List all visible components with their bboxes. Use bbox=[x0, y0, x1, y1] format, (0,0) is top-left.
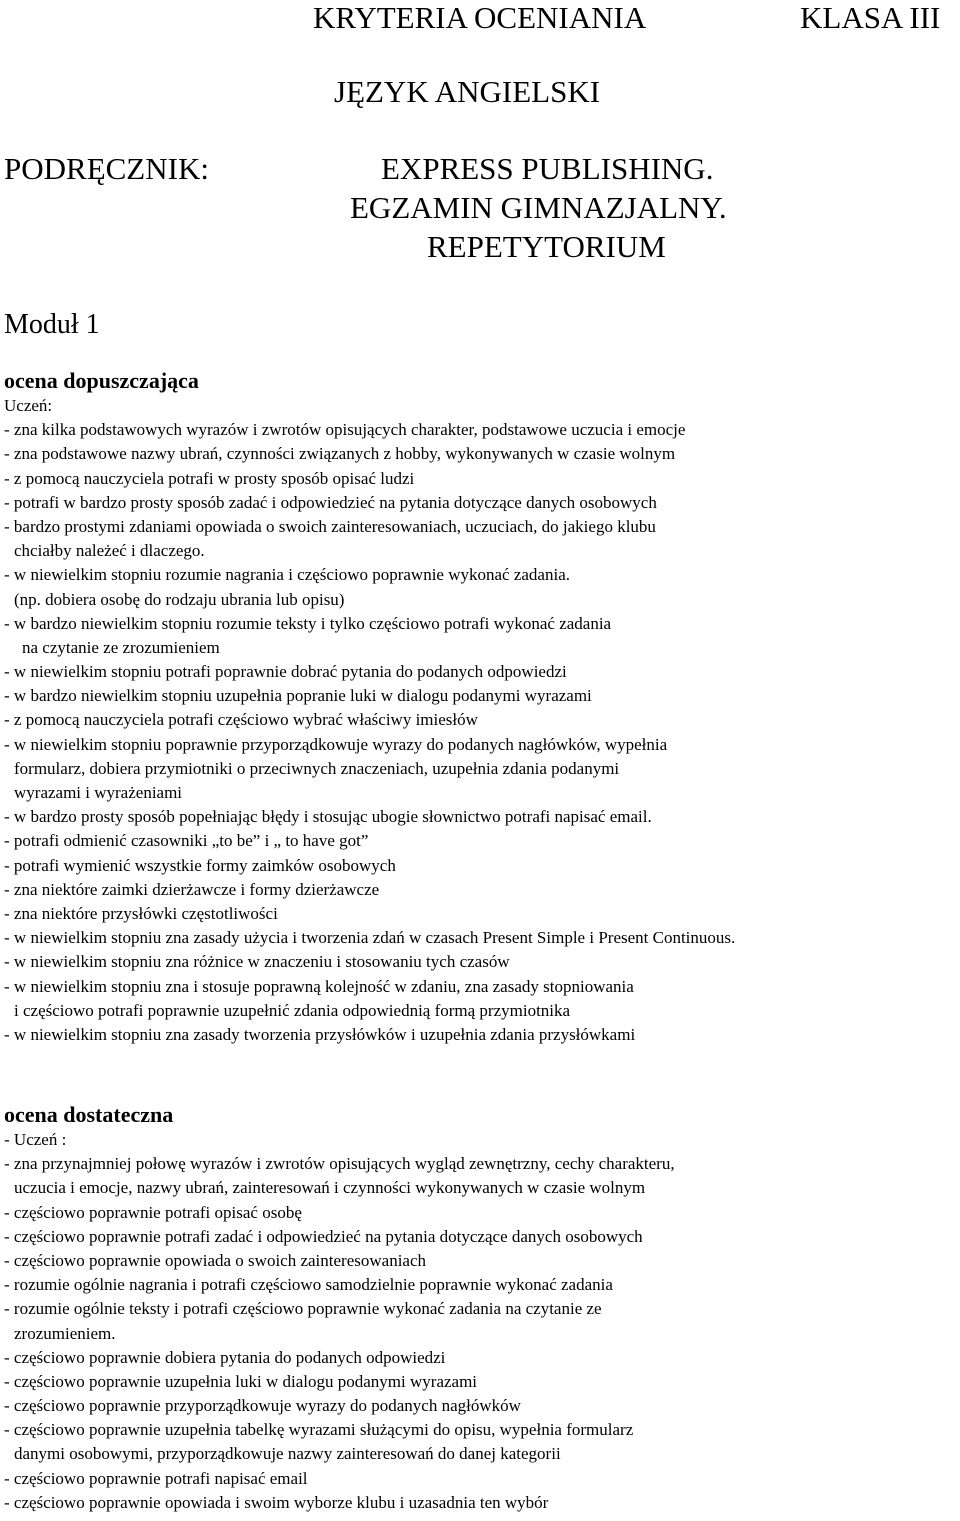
criteria-line: - potrafi odmienić czasowniki „to be” i „ to have got” bbox=[4, 831, 369, 851]
criteria-line: i częściowo potrafi poprawnie uzupełnić zdania odpowiednią formą przymiotnika bbox=[14, 1000, 571, 1020]
criteria-line: - w niewielkim stopniu poprawnie przyporządkowuje wyrazy do podanych nagłówków, wypełnia bbox=[4, 734, 668, 754]
criteria-line: - w bardzo niewielkim stopniu uzupełnia popranie luki w dialogu podanymi wyrazami bbox=[4, 686, 592, 706]
criteria-line: - w niewielkim stopniu rozumie nagrania i częściowo poprawnie wykonać zadania. bbox=[4, 565, 570, 585]
module-heading: Moduł 1 bbox=[4, 309, 100, 340]
textbook-name-line1: EXPRESS PUBLISHING. bbox=[381, 151, 714, 186]
criteria-line: - częściowo poprawnie uzupełnia tabelkę wyrazami służącymi do opisu, wypełnia formularz bbox=[4, 1420, 634, 1440]
criteria-line: - częściowo poprawnie opowiada o swoich zainteresowaniach bbox=[4, 1250, 427, 1270]
criteria-line: - w niewielkim stopniu zna różnice w znaczeniu i stosowaniu tych czasów bbox=[4, 952, 510, 972]
criteria-line: - z pomocą nauczyciela potrafi w prosty sposób opisać ludzi bbox=[4, 468, 415, 488]
criteria-line: - częściowo poprawnie dobiera pytania do podanych odpowiedzi bbox=[4, 1347, 446, 1367]
criteria-line: - w bardzo niewielkim stopniu rozumie teksty i tylko częściowo potrafi wykonać zadania bbox=[4, 613, 612, 633]
textbook-name-line3: REPETYTORIUM bbox=[427, 229, 666, 264]
criteria-line: wyrazami i wyrażeniami bbox=[14, 783, 183, 802]
criteria-line: - Uczeń : bbox=[4, 1130, 67, 1149]
criteria-line: - z pomocą nauczyciela potrafi częściowo wybrać właściwy imiesłów bbox=[4, 710, 478, 730]
criteria-line: - częściowo poprawnie potrafi napisać email bbox=[4, 1468, 308, 1488]
criteria-line: - w niewielkim stopniu zna zasady tworzenia przysłówków i uzupełnia zdania przysłówkami bbox=[4, 1024, 636, 1044]
criteria-line: - częściowo poprawnie przyporządkowuje wyrazy do podanych nagłówków bbox=[4, 1396, 521, 1416]
criteria-line: - potrafi wymienić wszystkie formy zaimków osobowych bbox=[4, 855, 396, 875]
criteria-line: - częściowo poprawnie potrafi opisać osobę bbox=[4, 1202, 302, 1222]
criteria-line: - częściowo poprawnie potrafi zadać i odpowiedzieć na pytania dotyczące danych osobowych bbox=[4, 1226, 643, 1246]
subject-title: JĘZYK ANGIELSKI bbox=[334, 74, 601, 109]
criteria-line: - zna przynajmniej połowę wyrazów i zwrotów opisujących wygląd zewnętrzny, cechy charakteru, bbox=[4, 1154, 675, 1174]
criteria-line: - w niewielkim stopniu potrafi poprawnie dobrać pytania do podanych odpowiedzi bbox=[4, 662, 567, 682]
grade-section-dopuszczajaca bbox=[4, 368, 735, 1047]
criteria-line: (np. dobiera osobę do rodzaju ubrania lub opisu) bbox=[14, 589, 345, 609]
criteria-line: - częściowo poprawnie uzupełnia luki w dialogu podanymi wyrazami bbox=[4, 1371, 478, 1391]
textbook-name-line2: EGZAMIN GIMNAZJALNY. bbox=[350, 190, 727, 225]
criteria-line: - w niewielkim stopniu zna i stosuje poprawną kolejność w zdaniu, zna zasady stopniowania bbox=[4, 976, 634, 996]
criteria-line: - częściowo poprawnie opowiada i swoim wyborze klubu i uzasadnia ten wybór bbox=[4, 1492, 549, 1512]
criteria-line: - potrafi w bardzo prosty sposób zadać i odpowiedzieć na pytania dotyczące danych osobowych bbox=[4, 492, 657, 512]
criteria-line: zrozumieniem. bbox=[14, 1323, 116, 1343]
criteria-line: formularz, dobiera przymiotniki o przeciwnych znaczeniach, uzupełnia zdania podanymi bbox=[14, 758, 620, 778]
class-label: KLASA III bbox=[800, 0, 941, 35]
criteria-line: - zna podstawowe nazwy ubrań, czynności związanych z hobby, wykonywanych w czasie wolnym bbox=[4, 444, 676, 464]
criteria-line: chciałby należeć i dlaczego. bbox=[14, 541, 205, 561]
document-title: KRYTERIA OCENIANIA bbox=[313, 0, 647, 35]
grade-title: ocena dopuszczająca bbox=[4, 368, 199, 393]
criteria-line: - zna niektóre przysłówki częstotliwości bbox=[4, 903, 278, 923]
criteria-line: - w niewielkim stopniu zna zasady użycia i tworzenia zdań w czasach Present Simple i Present Continuous. bbox=[4, 928, 736, 948]
criteria-line: - bardzo prostymi zdaniami opowiada o swoich zainteresowaniach, uczuciach, do jakiego klubu bbox=[4, 516, 656, 536]
criteria-line: na czytanie ze zrozumieniem bbox=[22, 637, 220, 657]
textbook-label: PODRĘCZNIK: bbox=[4, 151, 209, 186]
criteria-line: - zna kilka podstawowych wyrazów i zwrotów opisujących charakter, podstawowe uczucia i emocje bbox=[4, 420, 686, 440]
grade-section-dostateczna bbox=[4, 1102, 675, 1515]
criteria-line: - rozumie ogólnie nagrania i potrafi częściowo samodzielnie poprawnie wykonać zadania bbox=[4, 1275, 613, 1295]
criteria-line: danymi osobowymi, przyporządkowuje nazwy zainteresowań do danej kategorii bbox=[14, 1444, 561, 1464]
criteria-line: uczucia i emocje, nazwy ubrań, zainteresowań i czynności wykonywanych w czasie wolnym bbox=[14, 1178, 646, 1198]
grade-title: ocena dostateczna bbox=[4, 1102, 174, 1127]
criteria-line: Uczeń: bbox=[4, 396, 53, 415]
criteria-line: - w bardzo prosty sposób popełniając błędy i stosując ubogie słownictwo potrafi napisać email. bbox=[4, 807, 652, 827]
criteria-line: - rozumie ogólnie teksty i potrafi częściowo poprawnie wykonać zadania na czytanie ze bbox=[4, 1299, 602, 1319]
criteria-line: - zna niektóre zaimki dzierżawcze i formy dzierżawcze bbox=[4, 879, 380, 899]
